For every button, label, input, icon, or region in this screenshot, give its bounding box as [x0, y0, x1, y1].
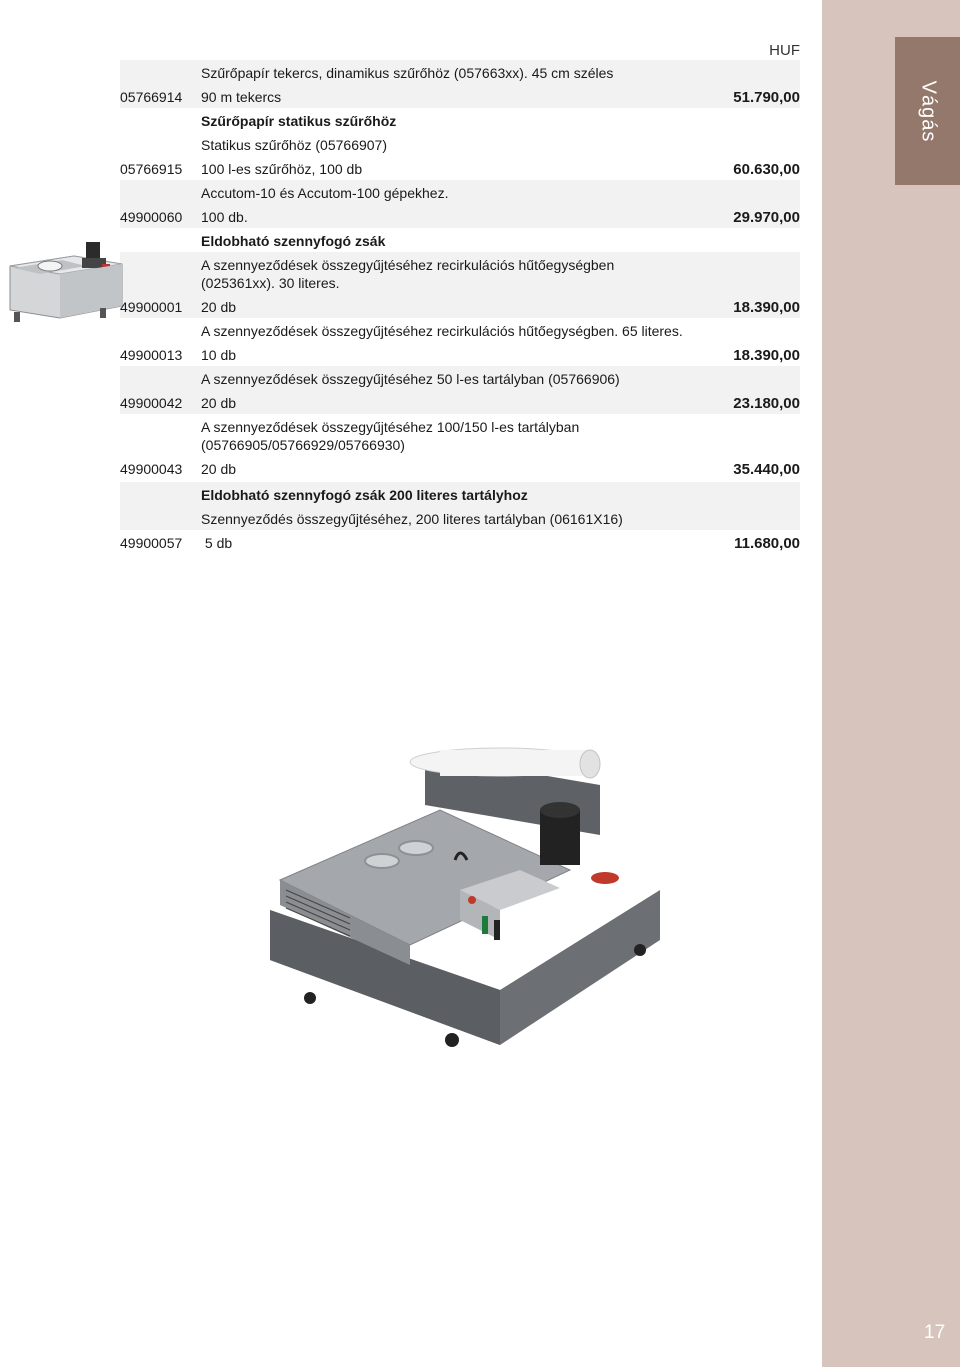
cooling-unit-thumbnail [4, 236, 128, 332]
item-code: 05766914 [120, 89, 183, 105]
item-code: 49900043 [120, 461, 183, 477]
item-code: 05766915 [120, 161, 183, 177]
item-price: 23.180,00 [733, 395, 800, 412]
item-price: 35.440,00 [733, 461, 800, 478]
table-row [120, 84, 800, 108]
item-heading: Szűrőpapír statikus szűrőhöz [201, 113, 397, 129]
table-row [120, 366, 800, 390]
table-row [120, 228, 800, 252]
item-description: 20 db [201, 299, 237, 315]
item-description: Szennyeződés összegyűjtéséhez, 200 literes tartályban (06161X16) [201, 511, 623, 527]
table-row [120, 530, 800, 556]
table-row [120, 204, 800, 228]
item-description: 100 db. [201, 209, 248, 225]
item-code: 49900042 [120, 395, 183, 411]
item-description: Accutom-10 és Accutom-100 gépekhez. [201, 185, 449, 201]
table-row [120, 342, 800, 366]
table-row [120, 60, 800, 84]
table-row [120, 180, 800, 204]
item-price: 18.390,00 [733, 347, 800, 364]
table-row [120, 156, 800, 180]
item-description: Statikus szűrőhöz (05766907) [201, 137, 387, 153]
item-code: 49900013 [120, 347, 183, 363]
item-code: 49900057 [120, 535, 183, 551]
table-row [120, 390, 800, 414]
item-description: 90 m tekercs [201, 89, 282, 105]
table-row [120, 294, 800, 318]
item-heading: Eldobható szennyfogó zsák [201, 233, 386, 249]
item-description: 5 db [201, 535, 233, 551]
table-row [120, 108, 800, 132]
item-description: 20 db [201, 395, 237, 411]
item-code: 49900060 [120, 209, 183, 225]
item-price: 51.790,00 [733, 89, 800, 106]
table-row [120, 318, 800, 342]
item-description: A szennyeződések összegyűjtéséhez recirkulációs hűtőegységben (025361xx). 30 literes. [201, 257, 615, 291]
item-heading: Eldobható szennyfogó zsák 200 literes tartályhoz [201, 487, 528, 503]
table-row [120, 456, 800, 480]
item-description: A szennyeződések összegyűjtéséhez recirkulációs hűtőegységben. 65 literes. [201, 323, 683, 339]
table-row [120, 482, 800, 506]
item-description: 20 db [201, 461, 237, 477]
section-tab[interactable] [895, 37, 960, 185]
table-row [120, 252, 800, 294]
item-description: A szennyeződések összegyűjtéséhez 100/150 l-es tartályban (05766905/05766929/05766930) [201, 419, 580, 453]
section-tab-label: Vágás [917, 80, 939, 142]
item-price: 29.970,00 [733, 209, 800, 226]
item-description: Szűrőpapír tekercs, dinamikus szűrőhöz (057663xx). 45 cm széles [201, 65, 614, 81]
side-band [822, 0, 960, 1367]
item-description: 10 db [201, 347, 237, 363]
table-row [120, 506, 800, 530]
page-number: 17 [924, 1322, 946, 1343]
filtration-unit-photo [250, 740, 670, 1055]
item-code: 49900001 [120, 299, 183, 315]
table-row [120, 414, 800, 456]
item-description: A szennyeződések összegyűjtéséhez 50 l-es tartályban (05766906) [201, 371, 620, 387]
item-price: 60.630,00 [733, 161, 800, 178]
table-row [120, 132, 800, 156]
item-description: 100 l-es szűrőhöz, 100 db [201, 161, 363, 177]
currency-header: HUF [769, 42, 800, 59]
item-price: 11.680,00 [734, 535, 800, 552]
item-price: 18.390,00 [733, 299, 800, 316]
